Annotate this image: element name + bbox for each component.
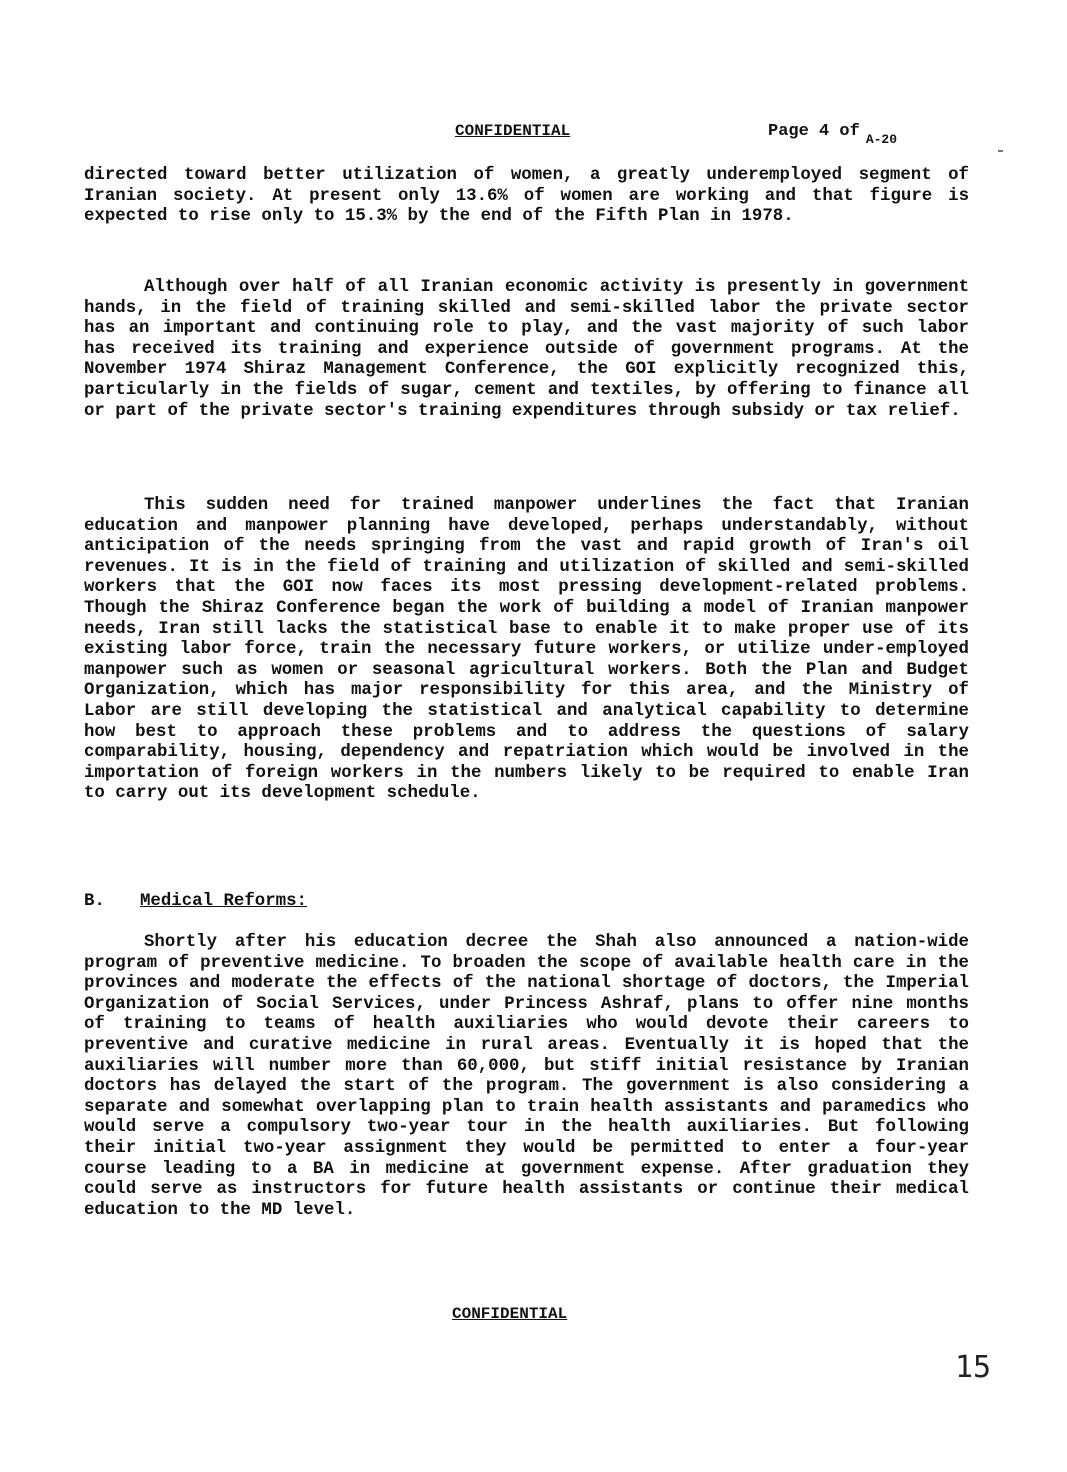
scan-speck: [998, 150, 1003, 152]
header-page-number: [768, 122, 898, 147]
airgram-reference: A-20: [865, 132, 898, 147]
paragraph-private-sector: Although over half of all Iranian economic activity is presently in government hands, in the field of training skilled and semi-skilled labor the private sector has an important and continuing role to play, and the vast majority of such labor has received its training and experience outside of government programs. At the November 1974 Shiraz Management Conference, the GOI explicitly recognized this, particularly in the fields of sugar, cement and textiles, by offering to finance all or part of the private sector's training expenditures through subsidy or tax relief.: [84, 278, 969, 421]
page-label: Page 4 of: [768, 122, 860, 141]
paragraph-manpower-need: This sudden need for trained manpower underlines the fact that Iranian education and manpower planning have developed, perhaps understandably, without anticipation of the needs springing from the vast and rapid growth of Iran's oil revenues. It is in the field of training and utilization of skilled and semi-skilled workers that the GOI now faces its most pressing development-related problems. Though the Shiraz Conference began the work of building a model of Iranian manpower needs, Iran still lacks the statistical base to enable it to make proper use of its existing labor force, train the necessary future workers, or utilize under-employed manpower such as women or seasonal agricultural workers. Both the Plan and Budget Organization, which has major responsibility for this area, and the Ministry of Labor are still developing the statistical and analytical capability to determine how best to approach these problems and to address the questions of salary comparability, housing, dependency and repatriation which would be involved in the importation of foreign workers in the numbers likely to be required to enable Iran to carry out its development schedule.: [84, 496, 969, 804]
paragraph-women-utilization: directed toward better utilization of women, a greatly underemployed segment of Iranian society. At present only 13.6% of women are working and that figure is expected to rise only to 15.3% by the end of the Fifth Plan in 1978.: [84, 166, 969, 227]
section-title: Medical Reforms:: [140, 892, 307, 911]
footer-classification: CONFIDENTIAL: [452, 1305, 568, 1323]
stamped-page-number: 15: [955, 1350, 992, 1385]
paragraph-medical-reforms: Shortly after his education decree the Shah also announced a nation-wide program of preventive medicine. To broaden the scope of available health care in the provinces and moderate the effects of the national shortage of doctors, the Imperial Organization of Social Services, under Princess Ashraf, plans to offer nine months of training to teams of health auxiliaries who would devote their careers to preventive and curative medicine in rural areas. Eventually it is hoped that the auxiliaries will number more than 60,000, but stiff initial resistance by Iranian doctors has delayed the start of the program. The government is also considering a separate and somewhat overlapping plan to train health assistants and paramedics who would serve a compulsory two-year tour in the health auxiliaries. But following their initial two-year assignment they would be permitted to enter a four-year course leading to a BA in medicine at government expense. After graduation they could serve as instructors for future health assistants or continue their medical education to the MD level.: [84, 933, 969, 1220]
header-classification: CONFIDENTIAL: [455, 122, 571, 140]
section-heading: [84, 892, 307, 911]
section-number: B.: [84, 892, 105, 911]
